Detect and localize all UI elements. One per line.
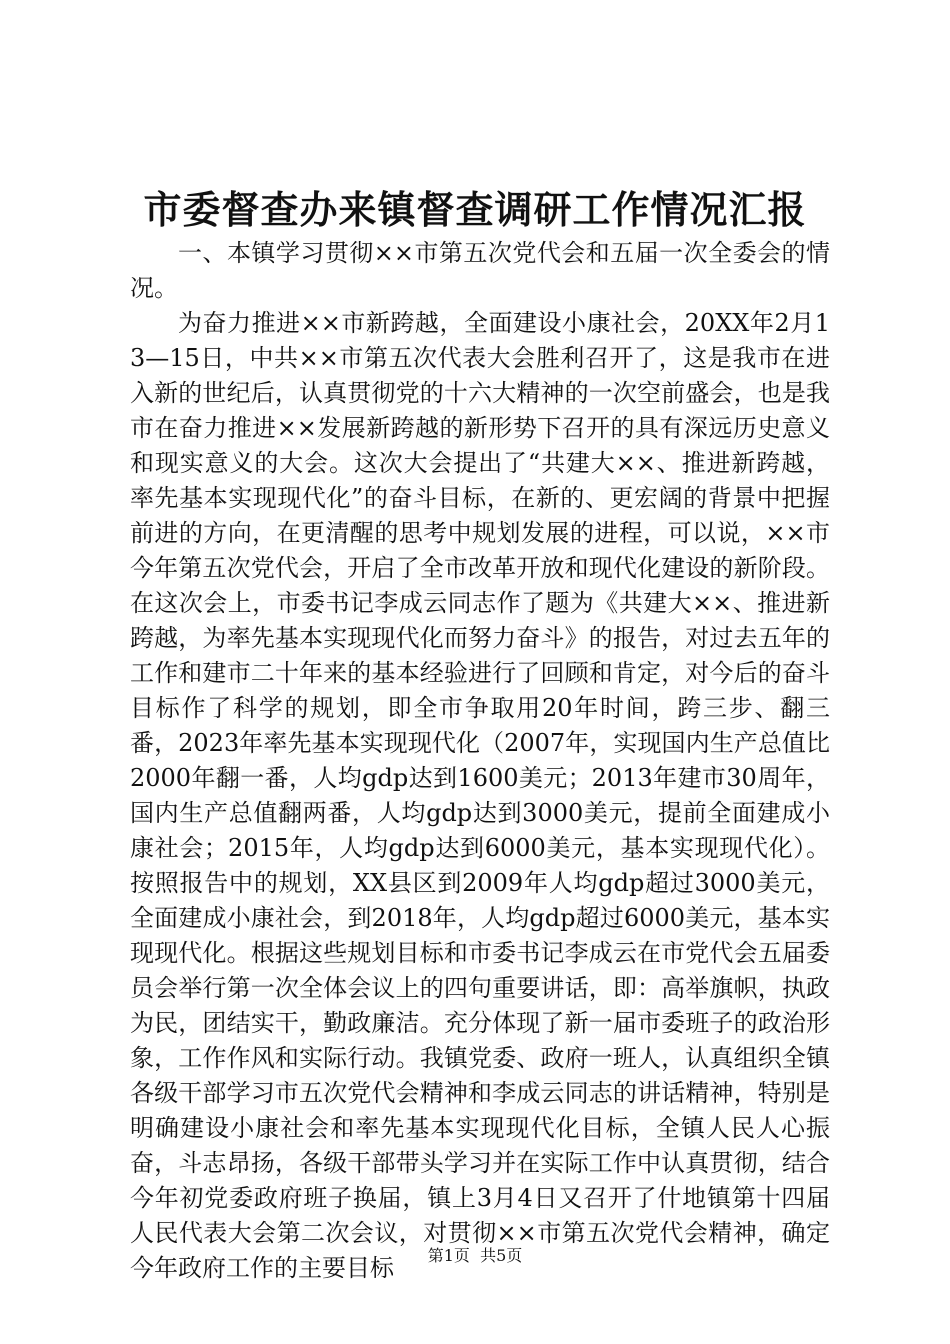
paragraph-section-heading: 一、本镇学习贯彻××市第五次党代会和五届一次全委会的情况。 (130, 239, 830, 302)
document-title: 市委督查办来镇督查调研工作情况汇报 (143, 187, 807, 232)
page-number-footer: 第1页 共5页 (427, 1246, 523, 1265)
paragraph-main-body: 为奋力推进××市新跨越，全面建设小康社会，20XX年2月13—15日，中共××市第五次代表大会胜利召开了，这是我市在进入新的世纪后，认真贯彻党的十六大精神的一次空前盛会，也是我市在奋力推进××发展新跨越的新形势下召开的具有深远历史意义和现实意义的大会。这次大会提出了“共建大××、推进新跨越，率先基本实现现代化”的奋斗目标，在新的、更宏阔的背景中把握前进的方向，在更清醒的思考中规划发展的进程，可以说，××市今年第五次党代会，开启了全市改革开放和现代化建设的新阶段。在这次会上，市委书记李成云同志作了题为《共建大××、推进新跨越，为率先基本实现现代化而努力奋斗》的报告，对过去五年的工作和建市二十年来的基本经验进行了回顾和肯定，对今后的奋斗目标作了科学的规划，即全市争取用20年时间，跨三步、翻三番，2023年率先基本实现现代化（2007年，实现国内生产总值比2000年翻一番，人均gdp达到1600美元；2013年建市30周年，国内生产总值翻两番，人均gdp达到3000美元，提前全面建成小康社会；2015年，人均gdp达到6000美元，基本实现现代化）。按照报告中的规划，XX县区到2009年人均gdp超过3000美元，全面建成小康社会，到2018年，人均gdp超过6000美元，基本实现现代化。根据这些规划目标和市委书记李成云在市党代会五届委员会举行第一次全体会议上的四句重要讲话，即：高举旗帜，执政为民，团结实干，勤政廉洁。充分体现了新一届市委班子的政治形象，工作作风和实际行动。我镇党委、政府一班人，认真组织全镇各级干部学习市五次党代会精神和李成云同志的讲话精神，特别是明确建设小康社会和率先基本实现现代化目标，全镇人民人心振奋，斗志昂扬，各级干部带头学习并在实际工作中认真贯彻，结合今年初党委政府班子换届，镇上3月4日又召开了什地镇第十四届人民代表大会第二次会议，对贯彻××市第五次党代会精神，确定今年政府工作的主要目标 (130, 309, 830, 1282)
document-body (130, 236, 830, 1286)
